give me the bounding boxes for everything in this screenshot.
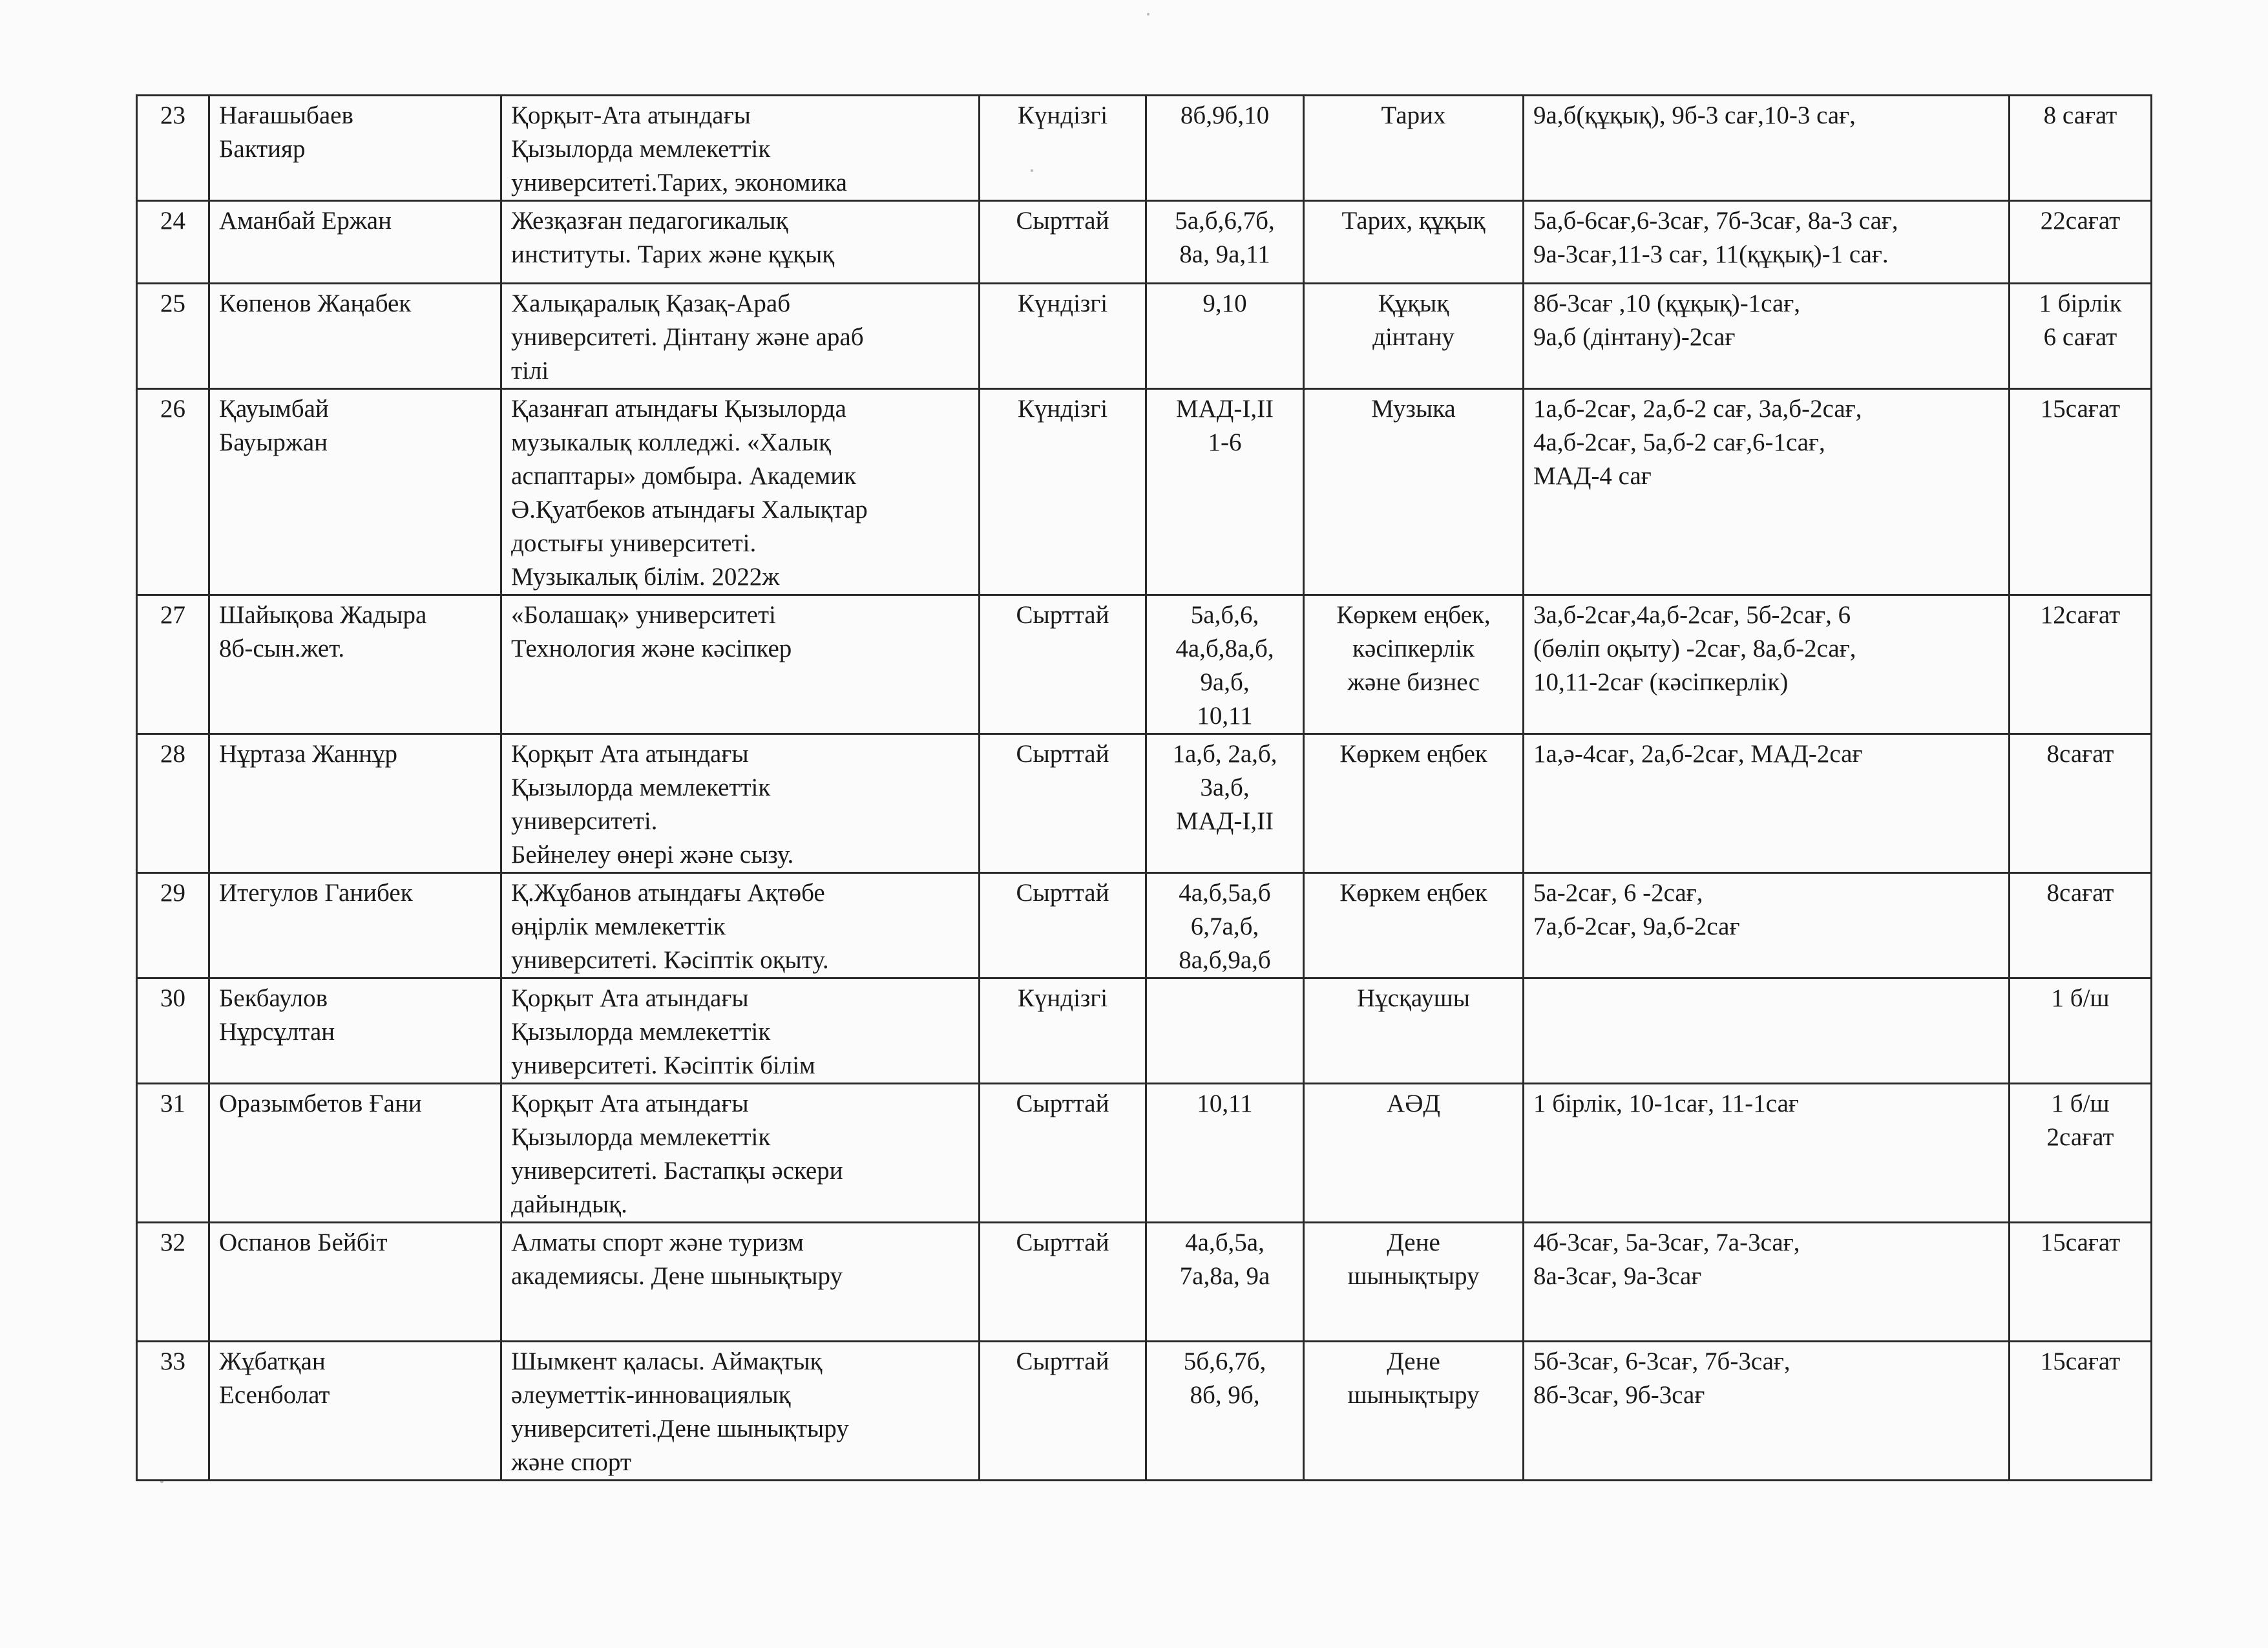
subject-line: шынықтыру bbox=[1347, 1262, 1480, 1290]
hours-load-cell bbox=[1524, 595, 2010, 734]
education-info-line: Қорқыт Ата атындағы bbox=[511, 740, 749, 768]
classes-line: 5а,б,6, bbox=[1190, 601, 1259, 629]
subject-cell bbox=[1304, 1084, 1524, 1223]
education-info-line: достығы университеті. bbox=[511, 529, 757, 557]
total-hours-cell bbox=[2010, 1342, 2152, 1481]
hours-load-line: 8б-3сағ, 9б-3сағ bbox=[1533, 1381, 1705, 1409]
teacher-name-cell bbox=[209, 734, 501, 873]
subject-line: Көркем еңбек bbox=[1339, 879, 1487, 907]
table-row bbox=[137, 389, 2152, 595]
education-info-cell bbox=[501, 734, 980, 873]
row-number-cell bbox=[137, 595, 209, 734]
education-info-cell bbox=[501, 1084, 980, 1223]
classes-cell bbox=[1146, 284, 1304, 389]
classes-line: 1а,б, 2а,б, bbox=[1172, 740, 1277, 768]
education-info-cell bbox=[501, 96, 980, 201]
hours-load-cell bbox=[1524, 284, 2010, 389]
hours-load-cell bbox=[1524, 389, 2010, 595]
study-form-cell bbox=[980, 873, 1146, 978]
total-hours-line: 15сағат bbox=[2040, 1229, 2121, 1256]
education-info-line: университеті. Бастапқы әскери bbox=[511, 1157, 843, 1185]
subject-line: Құқық bbox=[1378, 290, 1449, 317]
total-hours-line: 8сағат bbox=[2046, 740, 2114, 768]
education-info-line: университеті. bbox=[511, 807, 658, 835]
row-number-cell bbox=[137, 389, 209, 595]
subject-line: АӘД bbox=[1387, 1090, 1440, 1117]
study-form-line: Сырттай bbox=[1016, 207, 1109, 235]
total-hours-line: 2сағат bbox=[2046, 1123, 2114, 1151]
total-hours-line: 12сағат bbox=[2040, 601, 2121, 629]
hours-load-line: 1а,б-2сағ, 2а,б-2 сағ, 3а,б-2сағ, bbox=[1533, 395, 1862, 423]
total-hours-cell bbox=[2010, 1223, 2152, 1342]
total-hours-cell bbox=[2010, 96, 2152, 201]
teacher-name-cell bbox=[209, 1084, 501, 1223]
subject-cell bbox=[1304, 978, 1524, 1084]
study-form-line: Күндізгі bbox=[1017, 101, 1108, 129]
education-info-line: музыкалық колледжі. «Халық bbox=[511, 428, 831, 456]
hours-load-cell bbox=[1524, 978, 2010, 1084]
subject-cell bbox=[1304, 873, 1524, 978]
education-info-cell bbox=[501, 389, 980, 595]
teacher-name-line: Бекбаулов bbox=[219, 984, 328, 1012]
hours-load-cell bbox=[1524, 1223, 2010, 1342]
row-number: 29 bbox=[160, 879, 185, 907]
study-form-cell bbox=[980, 1342, 1146, 1481]
row-number-cell bbox=[137, 284, 209, 389]
education-info-line: университеті. Дінтану және араб bbox=[511, 323, 864, 351]
row-number-cell bbox=[137, 96, 209, 201]
classes-cell bbox=[1146, 1223, 1304, 1342]
staff-table-body bbox=[137, 96, 2152, 1481]
subject-line: Көркем еңбек bbox=[1339, 740, 1487, 768]
teacher-name-cell bbox=[209, 873, 501, 978]
study-form-line: Сырттай bbox=[1016, 740, 1109, 768]
education-info-cell bbox=[501, 1342, 980, 1481]
subject-cell bbox=[1304, 389, 1524, 595]
hours-load-line: 1 бірлік, 10-1сағ, 11-1сағ bbox=[1533, 1090, 1799, 1117]
education-info-line: және спорт bbox=[511, 1448, 631, 1476]
total-hours-cell bbox=[2010, 389, 2152, 595]
subject-cell bbox=[1304, 734, 1524, 873]
row-number: 23 bbox=[160, 101, 185, 129]
classes-line: 7а,8а, 9а bbox=[1179, 1262, 1270, 1290]
classes-line: 8б,9б,10 bbox=[1180, 101, 1270, 129]
study-form-cell bbox=[980, 389, 1146, 595]
teacher-name-cell bbox=[209, 201, 501, 284]
subject-line: Дене bbox=[1387, 1229, 1440, 1256]
study-form-line: Күндізгі bbox=[1017, 984, 1108, 1012]
education-info-cell bbox=[501, 284, 980, 389]
classes-line: МАД-І,ІІ bbox=[1175, 395, 1274, 423]
study-form-line: Сырттай bbox=[1016, 879, 1109, 907]
classes-line: 8а,б,9а,б bbox=[1179, 946, 1271, 974]
table-row bbox=[137, 595, 2152, 734]
subject-cell bbox=[1304, 96, 1524, 201]
study-form-line: Сырттай bbox=[1016, 601, 1109, 629]
row-number-cell bbox=[137, 734, 209, 873]
teacher-name-cell bbox=[209, 1223, 501, 1342]
education-info-line: Қызылорда мемлекеттік bbox=[511, 1123, 771, 1151]
row-number: 25 bbox=[160, 290, 185, 317]
study-form-line: Күндізгі bbox=[1017, 395, 1108, 423]
teacher-name-line: Есенболат bbox=[219, 1381, 330, 1409]
subject-cell bbox=[1304, 201, 1524, 284]
row-number: 27 bbox=[160, 601, 185, 629]
row-number-cell bbox=[137, 1342, 209, 1481]
classes-line: 9а,б, bbox=[1200, 668, 1250, 696]
teacher-name-line: Нұртаза Жаннұр bbox=[219, 740, 397, 768]
education-info-line: Музыкалық білім. 2022ж bbox=[511, 563, 780, 591]
study-form-cell bbox=[980, 1084, 1146, 1223]
education-info-line: Бейнелеу өнері және сызу. bbox=[511, 841, 794, 869]
classes-line: 6,7а,б, bbox=[1190, 913, 1259, 940]
total-hours-cell bbox=[2010, 978, 2152, 1084]
education-info-cell bbox=[501, 1223, 980, 1342]
hours-load-line: 9а-3сағ,11-3 сағ, 11(құқық)-1 сағ. bbox=[1533, 240, 1889, 268]
hours-load-line: 4а,б-2сағ, 5а,б-2 сағ,6-1сағ, bbox=[1533, 428, 1825, 456]
total-hours-line: 8 сағат bbox=[2043, 101, 2117, 129]
classes-line: 1-6 bbox=[1208, 428, 1242, 456]
table-row bbox=[137, 1342, 2152, 1481]
hours-load-line: 1а,ә-4сағ, 2а,б-2сағ, МАД-2сағ bbox=[1533, 740, 1863, 768]
study-form-line: Сырттай bbox=[1016, 1347, 1109, 1375]
row-number-cell bbox=[137, 873, 209, 978]
classes-cell bbox=[1146, 96, 1304, 201]
education-info-cell bbox=[501, 873, 980, 978]
classes-cell bbox=[1146, 201, 1304, 284]
education-info-line: Технология және кәсіпкер bbox=[511, 635, 792, 662]
study-form-line: Сырттай bbox=[1016, 1229, 1109, 1256]
total-hours-line: 1 б/ш bbox=[2051, 984, 2110, 1012]
table-row bbox=[137, 978, 2152, 1084]
classes-line: 8б, 9б, bbox=[1190, 1381, 1260, 1409]
education-info-line: университеті. Кәсіптік білім bbox=[511, 1051, 815, 1079]
classes-line: 5а,б,6,7б, bbox=[1175, 207, 1275, 235]
total-hours-line: 15сағат bbox=[2040, 395, 2121, 423]
total-hours-line: 6 сағат bbox=[2043, 323, 2117, 351]
total-hours-cell bbox=[2010, 201, 2152, 284]
subject-line: шынықтыру bbox=[1347, 1381, 1480, 1409]
education-info-line: өңірлік мемлекеттік bbox=[511, 913, 726, 940]
hours-load-cell bbox=[1524, 1342, 2010, 1481]
teacher-name-line: Оспанов Бейбіт bbox=[219, 1229, 388, 1256]
study-form-cell bbox=[980, 734, 1146, 873]
classes-line: 10,11 bbox=[1197, 1090, 1253, 1117]
hours-load-line: 5б-3сағ, 6-3сағ, 7б-3сағ, bbox=[1533, 1347, 1790, 1375]
subject-cell bbox=[1304, 284, 1524, 389]
education-info-cell bbox=[501, 978, 980, 1084]
teacher-name-cell bbox=[209, 284, 501, 389]
education-info-line: университеті.Тарих, экономика bbox=[511, 169, 847, 196]
classes-cell bbox=[1146, 873, 1304, 978]
education-info-line: Қорқыт Ата атындағы bbox=[511, 1090, 749, 1117]
teacher-name-line: Нұрсұлтан bbox=[219, 1018, 335, 1046]
table-row bbox=[137, 201, 2152, 284]
row-number-cell bbox=[137, 1084, 209, 1223]
education-info-line: тілі bbox=[511, 357, 549, 385]
subject-line: Нұсқаушы bbox=[1357, 984, 1470, 1012]
subject-line: Дене bbox=[1387, 1347, 1440, 1375]
row-number: 31 bbox=[160, 1090, 185, 1117]
row-number-cell bbox=[137, 201, 209, 284]
classes-line: МАД-І,ІІ bbox=[1175, 807, 1274, 835]
study-form-cell bbox=[980, 978, 1146, 1084]
education-info-line: Халықаралық Қазақ-Араб bbox=[511, 290, 791, 317]
row-number-cell bbox=[137, 978, 209, 1084]
education-info-line: институты. Тарих және құқық bbox=[511, 240, 835, 268]
row-number: 28 bbox=[160, 740, 185, 768]
education-info-cell bbox=[501, 201, 980, 284]
classes-cell bbox=[1146, 1342, 1304, 1481]
subject-cell bbox=[1304, 1223, 1524, 1342]
hours-load-line: (бөліп оқыту) -2сағ, 8а,б-2сағ, bbox=[1533, 635, 1856, 662]
hours-load-line: 9а,б(құқық), 9б-3 сағ,10-3 сағ, bbox=[1533, 101, 1856, 129]
hours-load-line: 10,11-2сағ (кәсіпкерлік) bbox=[1533, 668, 1789, 696]
subject-line: Тарих, құқық bbox=[1341, 207, 1486, 235]
teacher-name-cell bbox=[209, 595, 501, 734]
teacher-name-line: Аманбай Ержан bbox=[219, 207, 392, 235]
classes-cell bbox=[1146, 595, 1304, 734]
teacher-name-line: Итегулов Ганибек bbox=[219, 879, 413, 907]
scan-speck bbox=[1147, 13, 1150, 16]
teacher-name-cell bbox=[209, 96, 501, 201]
total-hours-cell bbox=[2010, 1084, 2152, 1223]
subject-line: Музыка bbox=[1371, 395, 1456, 423]
study-form-line: Сырттай bbox=[1016, 1090, 1109, 1117]
row-number-cell bbox=[137, 1223, 209, 1342]
education-info-line: Қорқыт Ата атындағы bbox=[511, 984, 749, 1012]
row-number: 26 bbox=[160, 395, 185, 423]
teacher-name-line: Жұбатқан bbox=[219, 1347, 326, 1375]
education-info-cell bbox=[501, 595, 980, 734]
hours-load-cell bbox=[1524, 96, 2010, 201]
education-info-line: Қазанғап атындағы Қызылорда bbox=[511, 395, 846, 423]
total-hours-line: 1 б/ш bbox=[2051, 1090, 2110, 1117]
subject-cell bbox=[1304, 1342, 1524, 1481]
total-hours-cell bbox=[2010, 595, 2152, 734]
education-info-line: академиясы. Дене шынықтыру bbox=[511, 1262, 843, 1290]
hours-load-line: 9а,б (дінтану)-2сағ bbox=[1533, 323, 1736, 351]
hours-load-cell bbox=[1524, 734, 2010, 873]
row-number: 24 bbox=[160, 207, 185, 235]
teacher-name-cell bbox=[209, 978, 501, 1084]
teacher-name-line: Шайықова Жадыра bbox=[219, 601, 427, 629]
classes-line: 4а,б,8а,б, bbox=[1175, 635, 1274, 662]
hours-load-cell bbox=[1524, 201, 2010, 284]
education-info-line: Қызылорда мемлекеттік bbox=[511, 135, 771, 163]
hours-load-line: 3а,б-2сағ,4а,б-2сағ, 5б-2сағ, 6 bbox=[1533, 601, 1851, 629]
hours-load-line: 8б-3сағ ,10 (құқық)-1сағ, bbox=[1533, 290, 1801, 317]
table-row bbox=[137, 1084, 2152, 1223]
total-hours-line: 1 бірлік bbox=[2039, 290, 2122, 317]
study-form-cell bbox=[980, 201, 1146, 284]
education-info-line: Қорқыт-Ата атындағы bbox=[511, 101, 751, 129]
education-info-line: Қ.Жұбанов атындағы Ақтөбе bbox=[511, 879, 825, 907]
teacher-name-line: Бауыржан bbox=[219, 428, 328, 456]
classes-line: 4а,б,5а, bbox=[1185, 1229, 1265, 1256]
hours-load-cell bbox=[1524, 873, 2010, 978]
teacher-name-line: Бактияр bbox=[219, 135, 306, 163]
table-row bbox=[137, 873, 2152, 978]
classes-line: 10,11 bbox=[1197, 702, 1253, 730]
teacher-name-cell bbox=[209, 1342, 501, 1481]
education-info-line: Жезқазған педагогикалық bbox=[511, 207, 788, 235]
hours-load-line: МАД-4 сағ bbox=[1533, 462, 1652, 490]
education-info-line: Қызылорда мемлекеттік bbox=[511, 774, 771, 801]
row-number: 33 bbox=[160, 1347, 185, 1375]
subject-line: және бизнес bbox=[1347, 668, 1480, 696]
study-form-cell bbox=[980, 284, 1146, 389]
education-info-line: Қызылорда мемлекеттік bbox=[511, 1018, 771, 1046]
education-info-line: дайындық. bbox=[511, 1190, 627, 1218]
study-form-cell bbox=[980, 1223, 1146, 1342]
total-hours-line: 8сағат bbox=[2046, 879, 2114, 907]
table-row bbox=[137, 1223, 2152, 1342]
table-row bbox=[137, 734, 2152, 873]
subject-line: кәсіпкерлік bbox=[1352, 635, 1475, 662]
staff-table bbox=[136, 94, 2152, 1481]
teacher-name-line: 8б-сын.жет. bbox=[219, 635, 345, 662]
education-info-line: университеті.Дене шынықтыру bbox=[511, 1415, 849, 1442]
teacher-name-line: Оразымбетов Ғани bbox=[219, 1090, 422, 1117]
education-info-line: Шымкент қаласы. Аймақтық bbox=[511, 1347, 823, 1375]
hours-load-line: 8а-3сағ, 9а-3сағ bbox=[1533, 1262, 1702, 1290]
total-hours-line: 22сағат bbox=[2040, 207, 2121, 235]
study-form-line: Күндізгі bbox=[1017, 290, 1108, 317]
subject-line: Көркем еңбек, bbox=[1336, 601, 1491, 629]
subject-line: дінтану bbox=[1372, 323, 1454, 351]
teacher-name-line: Көпенов Жаңабек bbox=[219, 290, 412, 317]
classes-line: 4а,б,5а,б bbox=[1179, 879, 1271, 907]
classes-line: 8а, 9а,11 bbox=[1179, 240, 1270, 268]
subject-line: Тарих bbox=[1381, 101, 1446, 129]
classes-line: 9,10 bbox=[1202, 290, 1247, 317]
hours-load-line: 5а,б-6сағ,6-3сағ, 7б-3сағ, 8а-3 сағ, bbox=[1533, 207, 1898, 235]
table-row bbox=[137, 96, 2152, 201]
classes-cell bbox=[1146, 1084, 1304, 1223]
teacher-name-cell bbox=[209, 389, 501, 595]
education-info-line: Алматы спорт және туризм bbox=[511, 1229, 804, 1256]
total-hours-cell bbox=[2010, 284, 2152, 389]
hours-load-line: 4б-3сағ, 5а-3сағ, 7а-3сағ, bbox=[1533, 1229, 1800, 1256]
hours-load-line: 7а,б-2сағ, 9а,б-2сағ bbox=[1533, 913, 1740, 940]
classes-line: 3а,б, bbox=[1200, 774, 1250, 801]
hours-load-cell bbox=[1524, 1084, 2010, 1223]
classes-line: 5б,6,7б, bbox=[1183, 1347, 1266, 1375]
education-info-line: Ә.Қуатбеков атындағы Халықтар bbox=[511, 496, 868, 523]
teacher-name-line: Нағашыбаев bbox=[219, 101, 353, 129]
education-info-line: аспаптары» домбыра. Академик bbox=[511, 462, 857, 490]
study-form-cell bbox=[980, 595, 1146, 734]
classes-cell bbox=[1146, 978, 1304, 1084]
hours-load-line: 5а-2сағ, 6 -2сағ, bbox=[1533, 879, 1703, 907]
classes-cell bbox=[1146, 389, 1304, 595]
teacher-name-line: Қауымбай bbox=[219, 395, 329, 423]
study-form-cell bbox=[980, 96, 1146, 201]
classes-cell bbox=[1146, 734, 1304, 873]
row-number: 30 bbox=[160, 984, 185, 1012]
total-hours-cell bbox=[2010, 873, 2152, 978]
education-info-line: университеті. Кәсіптік оқыту. bbox=[511, 946, 829, 974]
education-info-line: әлеуметтік-инновациялық bbox=[511, 1381, 791, 1409]
table-row bbox=[137, 284, 2152, 389]
education-info-line: «Болашақ» университеті bbox=[511, 601, 776, 629]
total-hours-line: 15сағат bbox=[2040, 1347, 2121, 1375]
row-number: 32 bbox=[160, 1229, 185, 1256]
total-hours-cell bbox=[2010, 734, 2152, 873]
subject-cell bbox=[1304, 595, 1524, 734]
